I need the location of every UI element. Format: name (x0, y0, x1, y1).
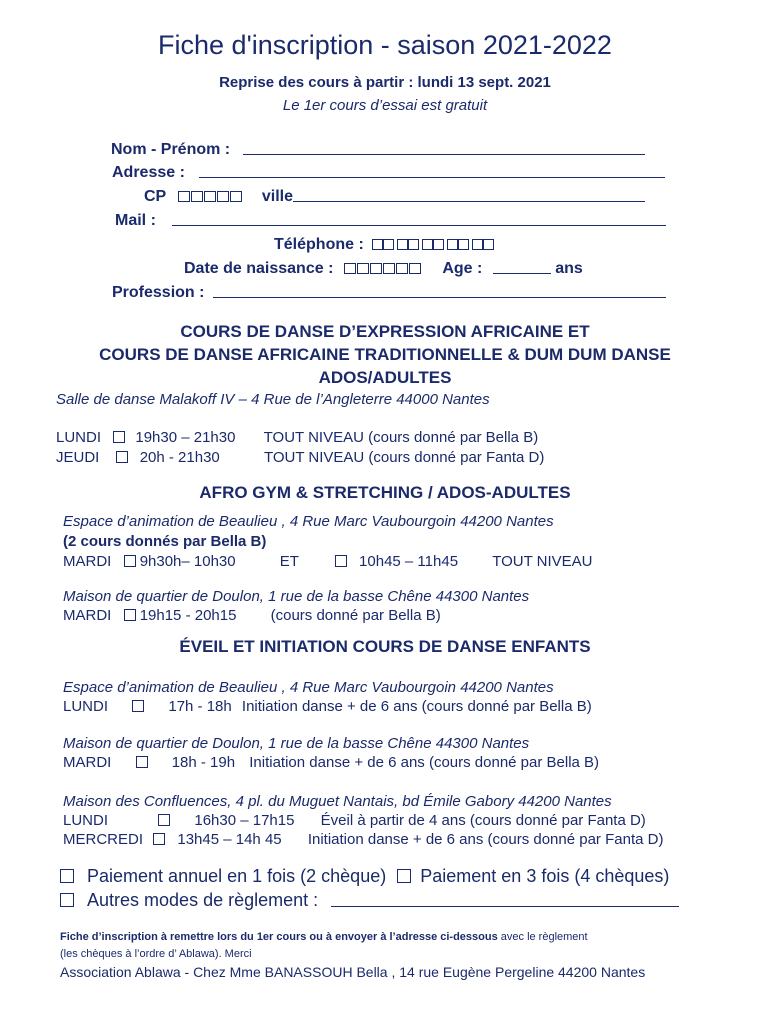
city-label: ville (261, 188, 293, 205)
name-label: Nom - Prénom : (111, 141, 231, 158)
name-line[interactable] (243, 142, 645, 155)
section2-venue2: Maison de quartier de Doulon, 1 rue de la basse Chêne 44300 Nantes (63, 588, 530, 605)
profession-label: Profession : (112, 284, 205, 301)
time-label: 18h - 19h (171, 754, 236, 771)
section2-title: AFRO GYM & STRETCHING / ADOS-ADULTES (199, 483, 571, 502)
section3-venue2: Maison de quartier de Doulon, 1 rue de la basse Chêne 44300 Nantes (63, 735, 530, 752)
address-line[interactable] (199, 165, 665, 178)
day-label: MARDI (63, 607, 112, 624)
profession-line[interactable] (213, 285, 666, 298)
section1-title-line3: ADOS/ADULTES (318, 368, 452, 387)
section3-venue1: Espace d’animation de Beaulieu , 4 Rue Marc Vaubourgoin 44200 Nantes (63, 679, 554, 696)
time-label: 17h - 18h (168, 698, 232, 715)
age-label: Age : (442, 260, 483, 277)
name-field[interactable] (111, 141, 645, 159)
address-field[interactable] (112, 164, 665, 182)
phone-label: Téléphone : (274, 236, 364, 253)
address-label: Adresse : (112, 164, 185, 181)
kids-tuesday-checkbox[interactable] (136, 756, 148, 768)
city-line[interactable] (293, 189, 645, 202)
return-instruction-rest: avec le règlement (497, 931, 588, 943)
annual-payment-label: Paiement annuel en 1 fois (2 chèque) (87, 866, 387, 886)
day-label: MERCREDI (63, 831, 144, 848)
three-installments-label: Paiement en 3 fois (4 chèques) (420, 866, 670, 886)
cheques-note: (les chèques à l’ordre d’ Ablawa). Merci (60, 948, 252, 960)
section2-row-tuesday-morning (63, 553, 593, 570)
section3-row-wednesday (63, 831, 663, 848)
phone-field[interactable] (274, 236, 497, 254)
three-installments-checkbox[interactable] (397, 869, 411, 883)
time-label: 9h30h– 10h30 (139, 553, 236, 570)
section3-row-monday-eveil (63, 812, 646, 829)
payment-options-row (60, 866, 669, 887)
section3-title: ÉVEIL ET INITIATION COURS DE DANSE ENFANTS (179, 637, 591, 656)
phone-boxes[interactable] (372, 236, 497, 253)
et-label: ET (279, 553, 299, 570)
other-payment-line[interactable] (331, 890, 679, 907)
section2-venue1: Espace d’animation de Beaulieu , 4 Rue Marc Vaubourgoin 44200 Nantes (63, 513, 554, 530)
section1-title-line2: COURS DE DANSE AFRICAINE TRADITIONNELLE & DUM DUM DANSE (99, 345, 671, 364)
section1-row-monday (56, 429, 538, 446)
age-line[interactable] (493, 261, 551, 274)
kids-monday-eveil-checkbox[interactable] (158, 814, 170, 826)
course-desc: Éveil à partir de 4 ans (cours donné par Fanta D) (320, 812, 646, 829)
cp-label: CP (144, 188, 166, 205)
teacher-desc: (cours donné par Bella B) (270, 607, 441, 624)
trial-note: Le 1er cours d’essai est gratuit (282, 97, 488, 114)
mail-label: Mail : (115, 212, 156, 229)
profession-field[interactable] (112, 284, 666, 302)
kids-monday-checkbox[interactable] (132, 700, 144, 712)
monday-checkbox[interactable] (113, 431, 125, 443)
time-label: 20h - 21h30 (139, 449, 220, 466)
day-label: LUNDI (63, 698, 109, 715)
time-label: 19h15 - 20h15 (139, 607, 237, 624)
section2-note: (2 cours donnés par Bella B) (63, 533, 267, 550)
section1-row-thursday (56, 449, 544, 466)
time-label-2: 10h45 – 11h45 (359, 553, 459, 570)
course-desc: Initiation danse + de 6 ans (cours donné par Bella B) (241, 698, 592, 715)
other-payment-label: Autres modes de règlement : (87, 890, 319, 910)
return-instruction (60, 931, 588, 943)
level-desc: TOUT NIVEAU (cours donné par Fanta D) (263, 449, 545, 466)
section1-title-line1: COURS DE DANSE D’EXPRESSION AFRICAINE ET (180, 322, 590, 341)
birth-boxes[interactable] (344, 260, 422, 277)
tuesday-evening-checkbox[interactable] (124, 609, 136, 621)
cp-boxes[interactable] (178, 188, 243, 205)
time-label: 19h30 – 21h30 (135, 429, 236, 446)
section3-venue3: Maison des Confluences, 4 pl. du Muguet Nantais, bd Émile Gabory 44200 Nantes (63, 793, 612, 810)
tuesday-morning-checkbox2[interactable] (335, 555, 347, 567)
mail-line[interactable] (172, 213, 666, 226)
section3-row-tuesday (63, 754, 599, 771)
day-label: LUNDI (56, 429, 102, 446)
time-label: 16h30 – 17h15 (194, 812, 295, 829)
section3-row-monday (63, 698, 592, 715)
postal-city-field[interactable] (144, 188, 645, 206)
day-label: MARDI (63, 553, 112, 570)
day-label: MARDI (63, 754, 112, 771)
association-address: Association Ablawa - Chez Mme BANASSOUH Bella , 14 rue Eugène Pergeline 44200 Nantes (60, 964, 646, 980)
birth-age-field[interactable] (184, 260, 583, 278)
other-payment-checkbox[interactable] (60, 893, 74, 907)
thursday-checkbox[interactable] (116, 451, 128, 463)
resumption-date: Reprise des cours à partir : lundi 13 sept. 2021 (219, 74, 551, 91)
page-title: Fiche d'inscription - saison 2021-2022 (158, 30, 612, 60)
mail-field[interactable] (115, 212, 666, 230)
section2-row-tuesday-evening (63, 607, 441, 624)
course-desc: Initiation danse + de 6 ans (cours donné par Fanta D) (307, 831, 664, 848)
birth-label: Date de naissance : (184, 260, 334, 277)
day-label: JEUDI (56, 449, 100, 466)
course-desc: Initiation danse + de 6 ans (cours donné par Bella B) (249, 754, 600, 771)
tuesday-morning-checkbox1[interactable] (124, 555, 136, 567)
return-instruction-bold: Fiche d’inscription à remettre lors du 1er cours ou à envoyer à l’adresse ci-dessous (60, 931, 498, 943)
level-desc: TOUT NIVEAU (cours donné par Bella B) (263, 429, 539, 446)
section1-venue: Salle de danse Malakoff IV – 4 Rue de l’Angleterre 44000 Nantes (56, 391, 490, 408)
other-payment-row (60, 890, 679, 911)
annual-payment-checkbox[interactable] (60, 869, 74, 883)
level-label: TOUT NIVEAU (492, 553, 593, 570)
time-label: 13h45 – 14h 45 (177, 831, 282, 848)
day-label: LUNDI (63, 812, 109, 829)
age-unit: ans (555, 260, 583, 277)
kids-wednesday-checkbox[interactable] (153, 833, 165, 845)
